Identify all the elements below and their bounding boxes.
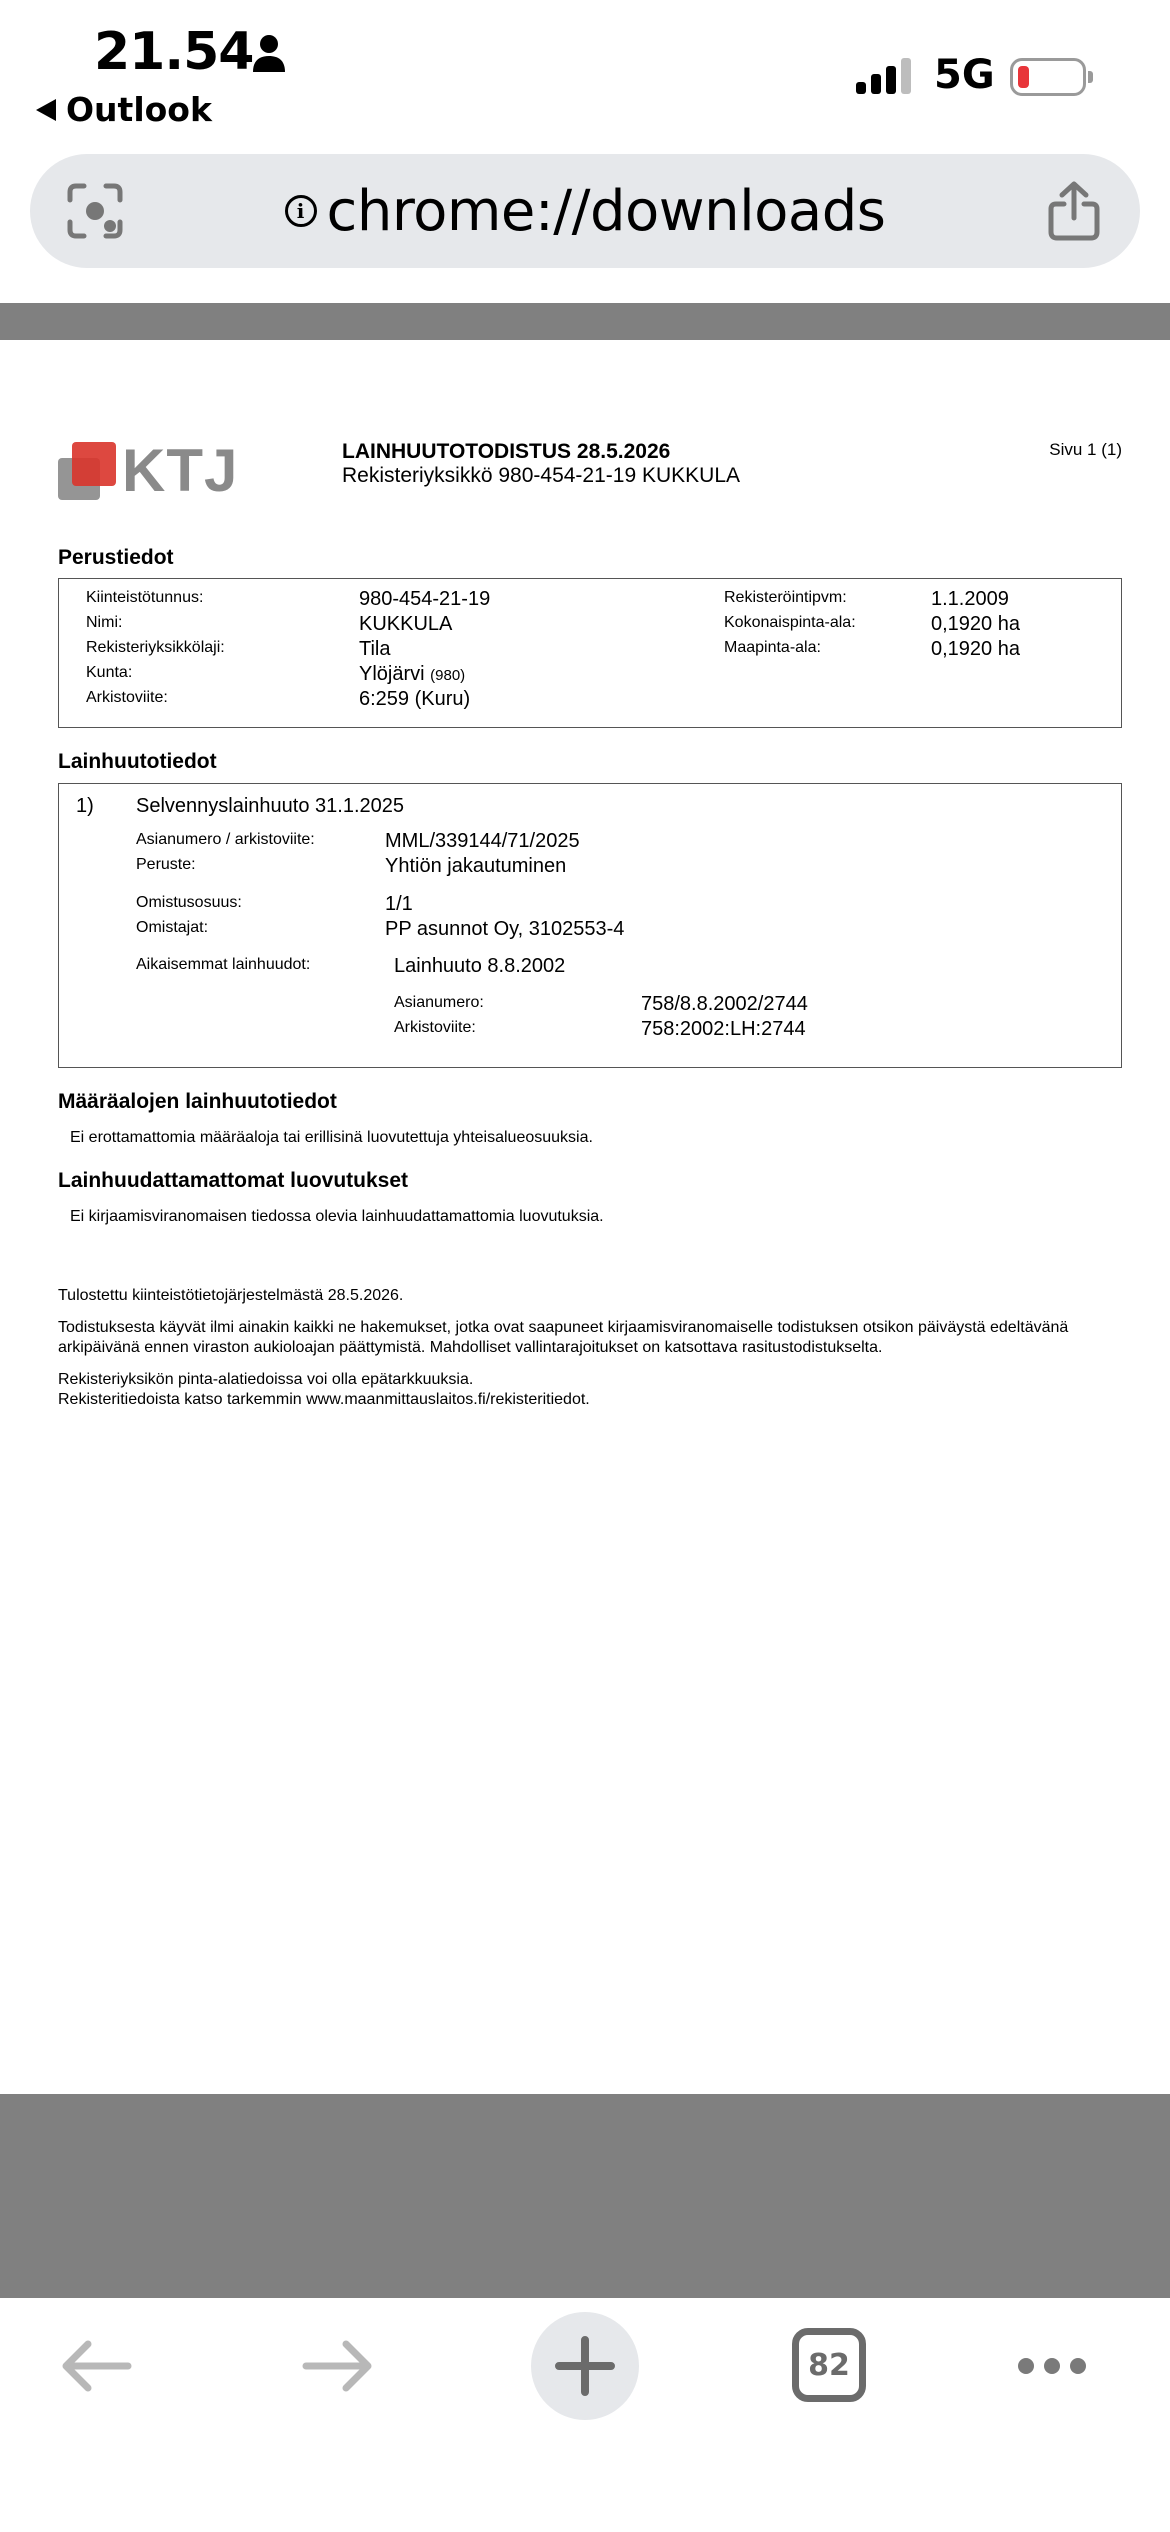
- value-laji: Tila: [359, 638, 391, 660]
- status-time: 21.54: [94, 22, 254, 82]
- value-omistajat: PP asunnot Oy, 3102553-4: [385, 918, 625, 940]
- label-omistajat: Omistajat:: [136, 919, 209, 936]
- label-laji: Rekisteriyksikkölaji:: [86, 639, 225, 656]
- label-omistusosuus: Omistusosuus:: [136, 894, 242, 911]
- lainhuuto-item-number: 1): [76, 795, 94, 817]
- lainhuutotiedot-box: [58, 783, 1122, 1068]
- label-kokonaispinta-ala: Kokonaispinta-ala:: [724, 614, 856, 631]
- back-app-label: Outlook: [66, 90, 212, 129]
- value-kokonaispinta-ala: 0,1920 ha: [931, 613, 1020, 635]
- address-bar[interactable]: [30, 154, 1140, 268]
- label-nimi: Nimi:: [86, 614, 123, 631]
- value-omistusosuus: 1/1: [385, 893, 413, 915]
- label-maapinta-ala: Maapinta-ala:: [724, 639, 821, 656]
- ktj-logo-text: KTJ: [122, 437, 239, 504]
- label-previous-asianumero: Asianumero:: [394, 994, 484, 1011]
- status-bar: [0, 0, 1170, 140]
- previous-lainhuuto-title: Lainhuuto 8.8.2002: [394, 955, 566, 977]
- applications-note-line-1: Todistuksesta käyvät ilmi ainakin kaikki ne hakemukset, jotka ovat saapuneet kirjaamisviranomaiselle todistuksen otsikon päiväystä edeltävänä: [58, 1319, 1069, 1336]
- value-kunta: Ylöjärvi (980): [359, 663, 466, 685]
- signal-icon: [856, 56, 914, 96]
- label-kunta: Kunta:: [86, 664, 133, 681]
- viewer-background-top: [0, 303, 1170, 340]
- url-text[interactable]: chrome://downloads: [326, 178, 886, 244]
- label-peruste: Peruste:: [136, 856, 196, 873]
- value-rekisterointipvm: 1.1.2009: [931, 588, 1009, 610]
- printed-note: Tulostettu kiinteistötietojärjestelmästä 28.5.2026.: [58, 1287, 404, 1304]
- battery-icon: [1010, 58, 1086, 96]
- menu-dot-3[interactable]: [1070, 2358, 1086, 2374]
- maaraalat-text: Ei erottamattomia määräaloja tai erillisinä luovutettuja yhteisalueosuuksia.: [70, 1129, 593, 1146]
- lainhuuto-item-title: Selvennyslainhuuto 31.1.2025: [136, 795, 404, 817]
- area-accuracy-note: Rekisteriyksikön pinta-alatiedoissa voi olla epätarkkuuksia.: [58, 1371, 474, 1388]
- perustiedot-box: [58, 578, 1122, 728]
- back-arrow-icon: [36, 99, 56, 121]
- value-arkistoviite: 6:259 (Kuru): [359, 688, 471, 710]
- page-number: Sivu 1 (1): [1049, 440, 1122, 459]
- value-peruste: Yhtiön jakautuminen: [385, 855, 567, 877]
- section-heading-perustiedot: Perustiedot: [58, 546, 174, 569]
- bottom-toolbar: [0, 2298, 1170, 2532]
- viewer-background-bottom: [0, 2094, 1170, 2298]
- label-kiinteistotunnus: Kiinteistötunnus:: [86, 589, 204, 606]
- value-nimi: KUKKULA: [359, 613, 453, 635]
- register-info-note: Rekisteritiedoista katso tarkemmin www.maanmittauslaitos.fi/rekisteritiedot.: [58, 1391, 590, 1408]
- tab-switcher-button[interactable]: 82: [792, 2328, 866, 2402]
- section-heading-lainhuutotiedot: Lainhuutotiedot: [58, 750, 217, 773]
- value-previous-asianumero: 758/8.8.2002/2744: [641, 993, 808, 1015]
- back-arrow-icon[interactable]: [58, 2338, 132, 2394]
- label-aikaisemmat-lainhuudot: Aikaisemmat lainhuudot:: [136, 956, 311, 973]
- menu-dot-1[interactable]: [1018, 2358, 1034, 2374]
- info-icon[interactable]: i: [285, 195, 317, 227]
- value-previous-arkistoviite: 758:2002:LH:2744: [641, 1018, 806, 1040]
- document-title: LAINHUUTOTODISTUS 28.5.2026: [342, 440, 671, 463]
- value-kunta-code: (980): [430, 667, 466, 684]
- forward-arrow-icon[interactable]: [302, 2338, 376, 2394]
- section-heading-maaraalat: Määräalojen lainhuutotiedot: [58, 1090, 337, 1113]
- luovutukset-text: Ei kirjaamisviranomaisen tiedossa olevia lainhuudattamattomia luovutuksia.: [70, 1208, 604, 1225]
- label-previous-arkistoviite: Arkistoviite:: [394, 1019, 476, 1036]
- share-icon[interactable]: [1046, 180, 1102, 242]
- menu-dot-2[interactable]: [1044, 2358, 1060, 2374]
- new-tab-button[interactable]: [531, 2312, 639, 2420]
- label-asianumero-arkistoviite: Asianumero / arkistoviite:: [136, 831, 315, 848]
- battery-cap: [1088, 71, 1093, 83]
- value-kiinteistotunnus: 980-454-21-19: [359, 588, 491, 610]
- person-icon: [252, 34, 286, 74]
- ktj-logo-icon: [58, 442, 116, 500]
- plus-icon: [555, 2336, 615, 2396]
- battery-level: [1018, 66, 1029, 88]
- value-maapinta-ala: 0,1920 ha: [931, 638, 1020, 660]
- section-heading-luovutukset: Lainhuudattamattomat luovutukset: [58, 1169, 409, 1192]
- label-rekisterointipvm: Rekisteröintipvm:: [724, 589, 847, 606]
- pdf-page[interactable]: [0, 340, 1170, 2094]
- network-type: 5G: [934, 52, 995, 98]
- applications-note-line-2: arkipäivänä ennen viraston aukioloajan päättymistä. Mahdolliset vallintarajoitukset on katsottava rasitustodistukselta.: [58, 1339, 883, 1356]
- value-asianumero-arkistoviite: MML/339144/71/2025: [385, 830, 580, 852]
- label-arkistoviite: Arkistoviite:: [86, 689, 168, 706]
- document-subtitle: Rekisteriyksikkö 980-454-21-19 KUKKULA: [342, 464, 741, 487]
- back-to-app-button[interactable]: [36, 90, 212, 129]
